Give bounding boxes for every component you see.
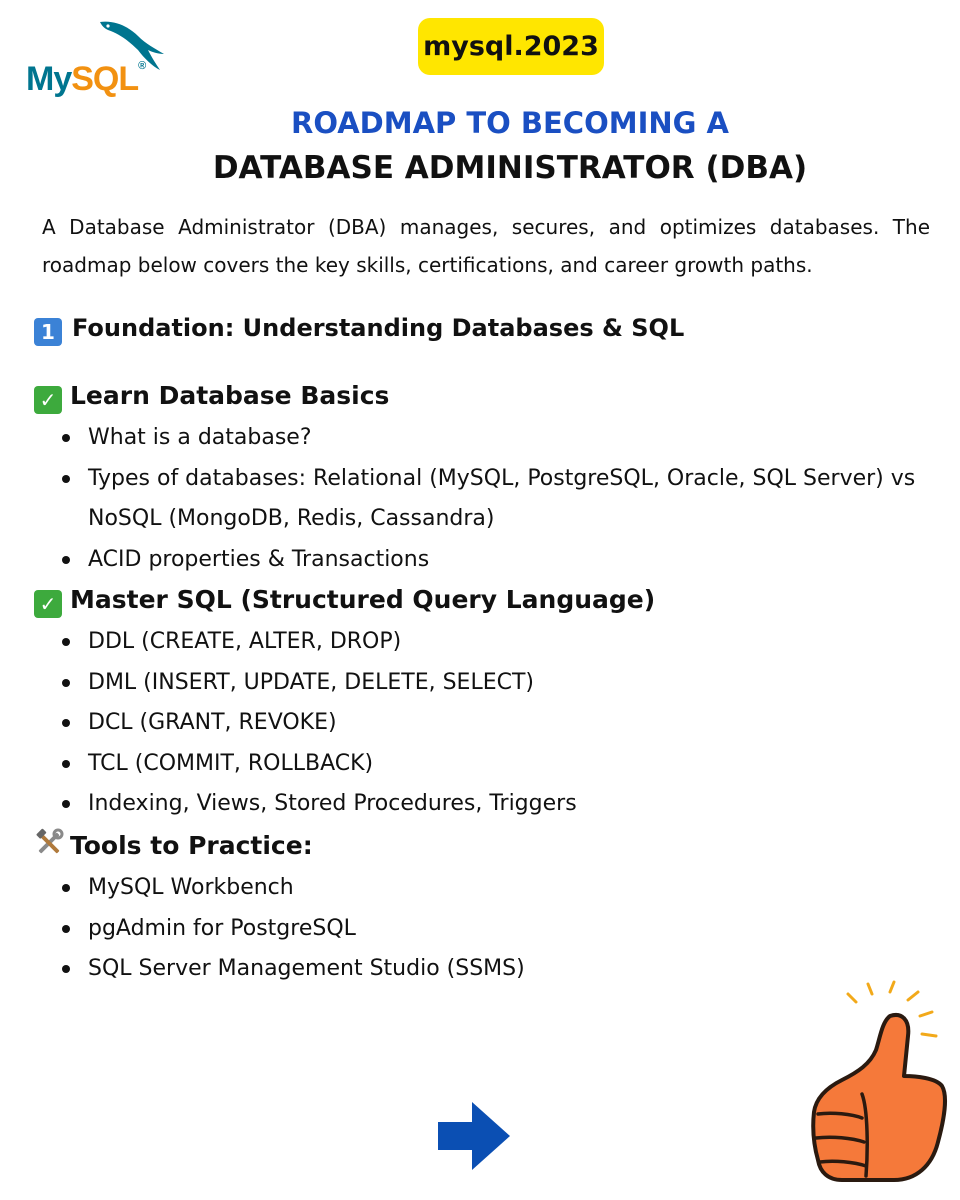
subheading-tools: Tools to Practice: bbox=[34, 828, 313, 868]
list-item: Types of databases: Relational (MySQL, PostgreSQL, Oracle, SQL Server) vs NoSQL (MongoDB, Redis, Cassandra) bbox=[60, 459, 940, 540]
list-database-basics bbox=[60, 418, 940, 580]
page-title-line2: DATABASE ADMINISTRATOR (DBA) bbox=[212, 150, 808, 186]
list-item: What is a database? bbox=[60, 418, 940, 459]
logo-wordmark: MySQL® bbox=[26, 60, 146, 98]
keycap-number-icon: 1 bbox=[34, 318, 62, 346]
list-item: TCL (COMMIT, ROLLBACK) bbox=[60, 744, 940, 785]
thumbs-up-icon bbox=[798, 980, 948, 1185]
list-item: pgAdmin for PostgreSQL bbox=[60, 909, 940, 950]
check-icon: ✓ bbox=[34, 386, 62, 414]
list-item: DML (INSERT, UPDATE, DELETE, SELECT) bbox=[60, 663, 940, 704]
right-arrow-icon bbox=[436, 1100, 512, 1172]
list-master-sql bbox=[60, 622, 940, 825]
intro-paragraph: A Database Administrator (DBA) manages, secures, and optimizes databases. The roadmap below covers the key skills, certifications, and career growth paths. bbox=[42, 215, 930, 277]
list-item: Indexing, Views, Stored Procedures, Triggers bbox=[60, 784, 940, 825]
subheading-master-sql: ✓ Master SQL (Structured Query Language) bbox=[34, 582, 655, 618]
section-heading bbox=[34, 310, 684, 346]
section-heading-text: Foundation: Understanding Databases & SQL bbox=[72, 314, 685, 342]
list-item: MySQL Workbench bbox=[60, 868, 940, 909]
page-title-line1: ROADMAP TO BECOMING A bbox=[290, 106, 730, 140]
check-icon: ✓ bbox=[34, 590, 62, 618]
mysql-logo bbox=[24, 18, 174, 98]
list-item: SQL Server Management Studio (SSMS) bbox=[60, 949, 940, 990]
list-item: DCL (GRANT, REVOKE) bbox=[60, 703, 940, 744]
subheading-database-basics: ✓ Learn Database Basics bbox=[34, 378, 389, 414]
tools-icon bbox=[34, 828, 64, 868]
list-item: DDL (CREATE, ALTER, DROP) bbox=[60, 622, 940, 663]
list-item: ACID properties & Transactions bbox=[60, 540, 940, 581]
handle-badge: mysql.2023 bbox=[418, 18, 604, 75]
list-tools bbox=[60, 868, 940, 990]
